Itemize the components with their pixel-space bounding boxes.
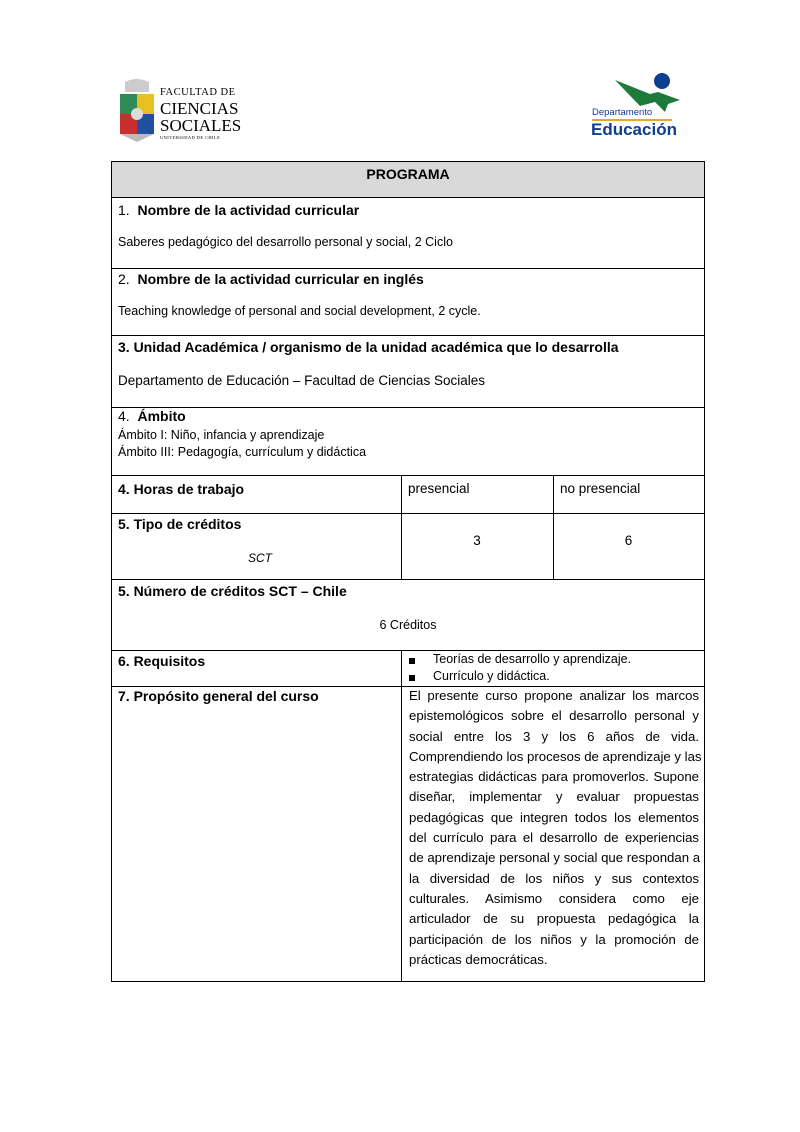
requisitos-row <box>112 651 704 687</box>
proposito-line: la diversidad de los niños y sus contextos <box>409 870 699 886</box>
departamento-logo <box>590 72 700 140</box>
proposito-row <box>112 687 704 981</box>
tipo-row <box>112 514 704 580</box>
s2-value: Teaching knowledge of personal and social development, 2 cycle. <box>118 304 481 318</box>
numero-heading: 5. Número de créditos SCT – Chile <box>118 583 347 599</box>
crest-icon <box>117 78 157 144</box>
title-row <box>112 162 704 198</box>
horas-heading: 4. Horas de trabajo <box>118 481 245 497</box>
s2-heading: Nombre de la actividad curricular en inglés <box>137 271 424 287</box>
section-4 <box>112 408 704 476</box>
s1-heading: Nombre de la actividad curricular <box>137 202 360 218</box>
logo-text-3: SOCIALES <box>160 115 242 135</box>
tipo-presencial-value: 3 <box>473 533 481 548</box>
horas-presencial: presencial <box>408 481 470 496</box>
bullet-icon <box>409 658 415 664</box>
logo-text-2: CIENCIAS <box>160 98 239 118</box>
proposito-line: Comprendiendo los procesos de aprendizaje y las <box>409 748 702 764</box>
logo-educacion: Educación <box>591 120 677 139</box>
facultad-logo <box>117 78 257 146</box>
s2-num: 2. <box>118 271 130 287</box>
proposito-line: El presente curso propone analizar los marcos <box>409 688 699 703</box>
proposito-line: del currículo para el desarrollo de experiencias <box>409 830 699 846</box>
table-title: PROGRAMA <box>366 166 450 182</box>
s3-value: Departamento de Educación – Facultad de Ciencias Sociales <box>118 373 485 388</box>
section-1 <box>112 198 704 269</box>
proposito-line: estrategias didácticas para promoverlos. Supone <box>409 769 699 785</box>
proposito-text <box>409 686 702 970</box>
bullet-icon <box>409 675 415 681</box>
proposito-line: culturales. Asimismo considera como eje <box>409 890 699 906</box>
tipo-no-presencial-value: 6 <box>624 533 633 548</box>
logo-text-1: FACULTAD DE <box>160 87 236 98</box>
proposito-line: articulador de su propuesta pedagógica la <box>409 911 699 927</box>
s4-item-1: Ámbito I: Niño, infancia y aprendizaje <box>118 428 325 442</box>
logo-departamento: Departamento <box>592 107 653 118</box>
proposito-line: participación de los niños y la promoción de <box>409 931 699 947</box>
section-2 <box>112 269 704 336</box>
requisito-item-2: Currículo y didáctica. <box>433 669 550 683</box>
requisito-item-1: Teorías de desarrollo y aprendizaje. <box>433 652 632 666</box>
horas-no-presencial: no presencial <box>560 481 641 496</box>
requisitos-heading: 6. Requisitos <box>118 653 206 669</box>
proposito-heading: 7. Propósito general del curso <box>118 688 319 704</box>
s1-value: Saberes pedagógico del desarrollo personal y social, 2 Ciclo <box>118 235 453 249</box>
section-3 <box>112 336 704 408</box>
proposito-line: prácticas democráticas. <box>409 951 548 967</box>
tipo-heading: 5. Tipo de créditos <box>118 516 242 532</box>
tipo-sub: SCT <box>248 551 272 565</box>
s4-item-2: Ámbito III: Pedagogía, currículum y didáctica <box>118 445 367 459</box>
proposito-line: de aprendizaje personal y social que respondan a <box>409 850 701 866</box>
numero-value: 6 Créditos <box>379 618 437 632</box>
s3-heading: 3. Unidad Académica / organismo de la unidad académica que lo desarrolla <box>118 339 619 355</box>
horas-row <box>112 476 704 514</box>
program-table <box>111 161 705 982</box>
logo-text-4: UNIVERSIDAD DE CHILE <box>160 134 221 140</box>
s4-heading: Ámbito <box>137 408 186 424</box>
proposito-line: diseñar, implementar y evaluar propuestas <box>409 789 699 805</box>
numero-row <box>112 580 704 651</box>
proposito-line: epistemológicos sobre el desarrollo personal y <box>409 708 699 724</box>
proposito-line: pedagógicas que integren todos los elementos <box>409 809 699 825</box>
proposito-line: social entre los 3 y los 6 años de vida. <box>409 728 699 744</box>
s4-num: 4. <box>118 408 130 424</box>
s1-num: 1. <box>118 202 130 218</box>
